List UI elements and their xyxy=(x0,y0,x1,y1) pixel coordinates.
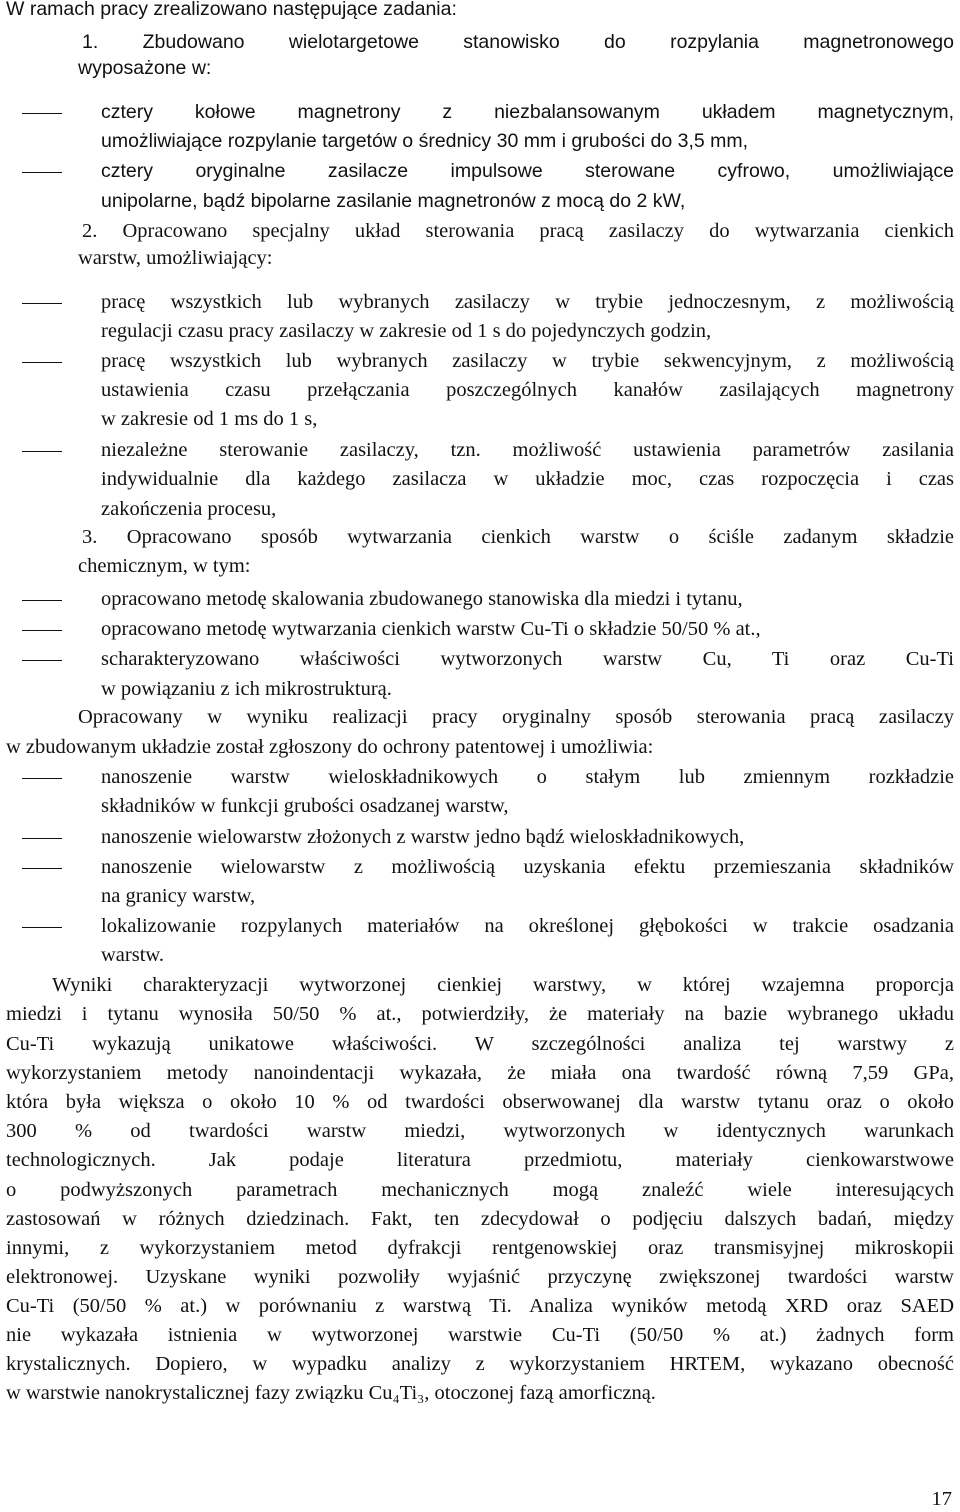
text-line: chemicznym, w tym: xyxy=(78,555,251,577)
text-line: opracowano metodę skalowania zbudowanego stanowiska dla miedzi i tytanu, xyxy=(101,588,743,610)
text-line: cztery oryginalne zasilacze impulsowe sterowane cyfrowo, umożliwiające xyxy=(101,160,954,182)
bullet-dash xyxy=(22,778,62,779)
text-line: nanoszenie wielowarstw z możliwością uzyskania efektu przemieszania składników xyxy=(101,856,954,878)
text-line: Opracowany w wyniku realizacji pracy oryginalny sposób sterowania pracą zasilaczy xyxy=(78,706,954,728)
text-line: 3. Opracowano sposób wytwarzania cienkich warstw o ściśle zadanym składzie xyxy=(82,526,954,548)
text-line: Cu-Ti wykazują unikatowe właściwości. W szczególności analiza tej warstwy z xyxy=(6,1033,954,1055)
bullet-dash xyxy=(22,838,62,839)
text-line: która była większa o około 10 % od twardości obserwowanej dla warstw tytanu oraz o około xyxy=(6,1091,954,1113)
bullet-dash xyxy=(22,600,62,601)
bullet-dash xyxy=(22,303,62,304)
text-line: o podwyższonych parametrach mechanicznych mogą znaleźć wiele interesujących xyxy=(6,1179,954,1201)
bullet-dash xyxy=(22,172,62,173)
text-line: innymi, z wykorzystaniem metod dyfrakcji rentgenowskiej oraz transmisyjnej mikroskopii xyxy=(6,1237,954,1259)
text-line: elektronowej. Uzyskane wyniki pozwoliły wyjaśnić przyczynę zwiększonej twardości warstw xyxy=(6,1266,954,1288)
bullet-dash xyxy=(22,868,62,869)
text-line: ustawienia czasu przełączania poszczególnych kanałów zasilających magnetrony xyxy=(101,379,954,401)
text-line: w zakresie od 1 ms do 1 s, xyxy=(101,408,318,430)
text-line: składników w funkcji grubości osadzanej warstw, xyxy=(101,795,509,817)
text-line: nie wykazała istnienia w wytworzonej warstwie Cu-Ti (50/50 % at.) żadnych form xyxy=(6,1324,954,1346)
bullet-dash xyxy=(22,630,62,631)
bullet-dash xyxy=(22,113,62,114)
bullet-dash xyxy=(22,660,62,661)
text-line: unipolarne, bądź bipolarne zasilanie magnetronów z mocą do 2 kW, xyxy=(101,190,686,212)
text-line: Wyniki charakteryzacji wytworzonej cienkiej warstwy, w której wzajemna proporcja xyxy=(52,974,954,996)
text-line: indywidualnie dla każdego zasilacza w układzie moc, czas rozpoczęcia i czas xyxy=(101,468,954,490)
bullet-dash xyxy=(22,362,62,363)
text-line: regulacji czasu pracy zasilaczy w zakresie od 1 s do pojedynczych godzin, xyxy=(101,320,712,342)
text-line: w zbudowanym układzie został zgłoszony do ochrony patentowej i umożliwia: xyxy=(6,736,654,758)
text-line: nanoszenie wielowarstw złożonych z warstw jedno bądź wieloskładnikowych, xyxy=(101,826,745,848)
bullet-dash xyxy=(22,927,62,928)
text-line: niezależne sterowanie zasilaczy, tzn. możliwość ustawienia parametrów zasilania xyxy=(101,439,954,461)
text-line: umożliwiające rozpylanie targetów o średnicy 30 mm i grubości do 3,5 mm, xyxy=(101,130,749,152)
text-line: wyposażone w: xyxy=(78,57,212,79)
text-line: zakończenia procesu, xyxy=(101,498,277,520)
text-line: nanoszenie warstw wieloskładnikowych o stałym lub zmiennym rozkładzie xyxy=(101,766,954,788)
text-line: lokalizowanie rozpylanych materiałów na określonej głębokości w trakcie osadzania xyxy=(101,915,954,937)
page-number: 17 xyxy=(931,1488,952,1510)
text-line: scharakteryzowano właściwości wytworzonych warstw Cu, Ti oraz Cu-Ti xyxy=(101,648,954,670)
text-line: 300 % od twardości warstw miedzi, wytworzonych w identycznych warunkach xyxy=(6,1120,954,1142)
text-line: wykorzystaniem metody nanoindentacji wykazała, że miała ona twardość równą 7,59 GPa, xyxy=(6,1062,954,1084)
text-line: na granicy warstw, xyxy=(101,885,256,907)
text-line: w powiązaniu z ich mikrostrukturą. xyxy=(101,678,392,700)
text-line: w warstwie nanokrystalicznej fazy związku Cu₄Ti₃, otoczonej fazą amorficzną. xyxy=(6,1382,656,1404)
text-line: warstw, umożliwiający: xyxy=(78,247,273,269)
text-line: technologicznych. Jak podaje literatura przedmiotu, materiały cienkowarstwowe xyxy=(6,1149,954,1171)
text-line: Cu-Ti (50/50 % at.) w porównaniu z warstwą Ti. Analiza wyników metodą XRD oraz SAED xyxy=(6,1295,954,1317)
text-line: warstw. xyxy=(101,944,165,966)
text-line: pracę wszystkich lub wybranych zasilaczy w trybie sekwencyjnym, z możliwością xyxy=(101,350,954,372)
text-line: W ramach pracy zrealizowano następujące zadania: xyxy=(6,0,457,20)
text-line: krystalicznych. Dopiero, w wypadku analizy z wykorzystaniem HRTEM, wykazano obecność xyxy=(6,1353,954,1375)
text-line: cztery kołowe magnetrony z niezbalansowanym układem magnetycznym, xyxy=(101,101,954,123)
text-line: 2. Opracowano specjalny układ sterowania pracą zasilaczy do wytwarzania cienkich xyxy=(82,220,954,242)
text-line: 1. Zbudowano wielotargetowe stanowisko do rozpylania magnetronowego xyxy=(82,31,954,53)
bullet-dash xyxy=(22,451,62,452)
text-line: miedzi i tytanu wynosiła 50/50 % at., potwierdziły, że materiały na bazie wybranego układu xyxy=(6,1003,954,1025)
text-line: opracowano metodę wytwarzania cienkich warstw Cu-Ti o składzie 50/50 % at., xyxy=(101,618,761,640)
text-line: zastosowań w różnych dziedzinach. Fakt, ten zdecydował o podjęciu dalszych badań, między xyxy=(6,1208,954,1230)
text-line: pracę wszystkich lub wybranych zasilaczy w trybie jednoczesnym, z możliwością xyxy=(101,291,954,313)
